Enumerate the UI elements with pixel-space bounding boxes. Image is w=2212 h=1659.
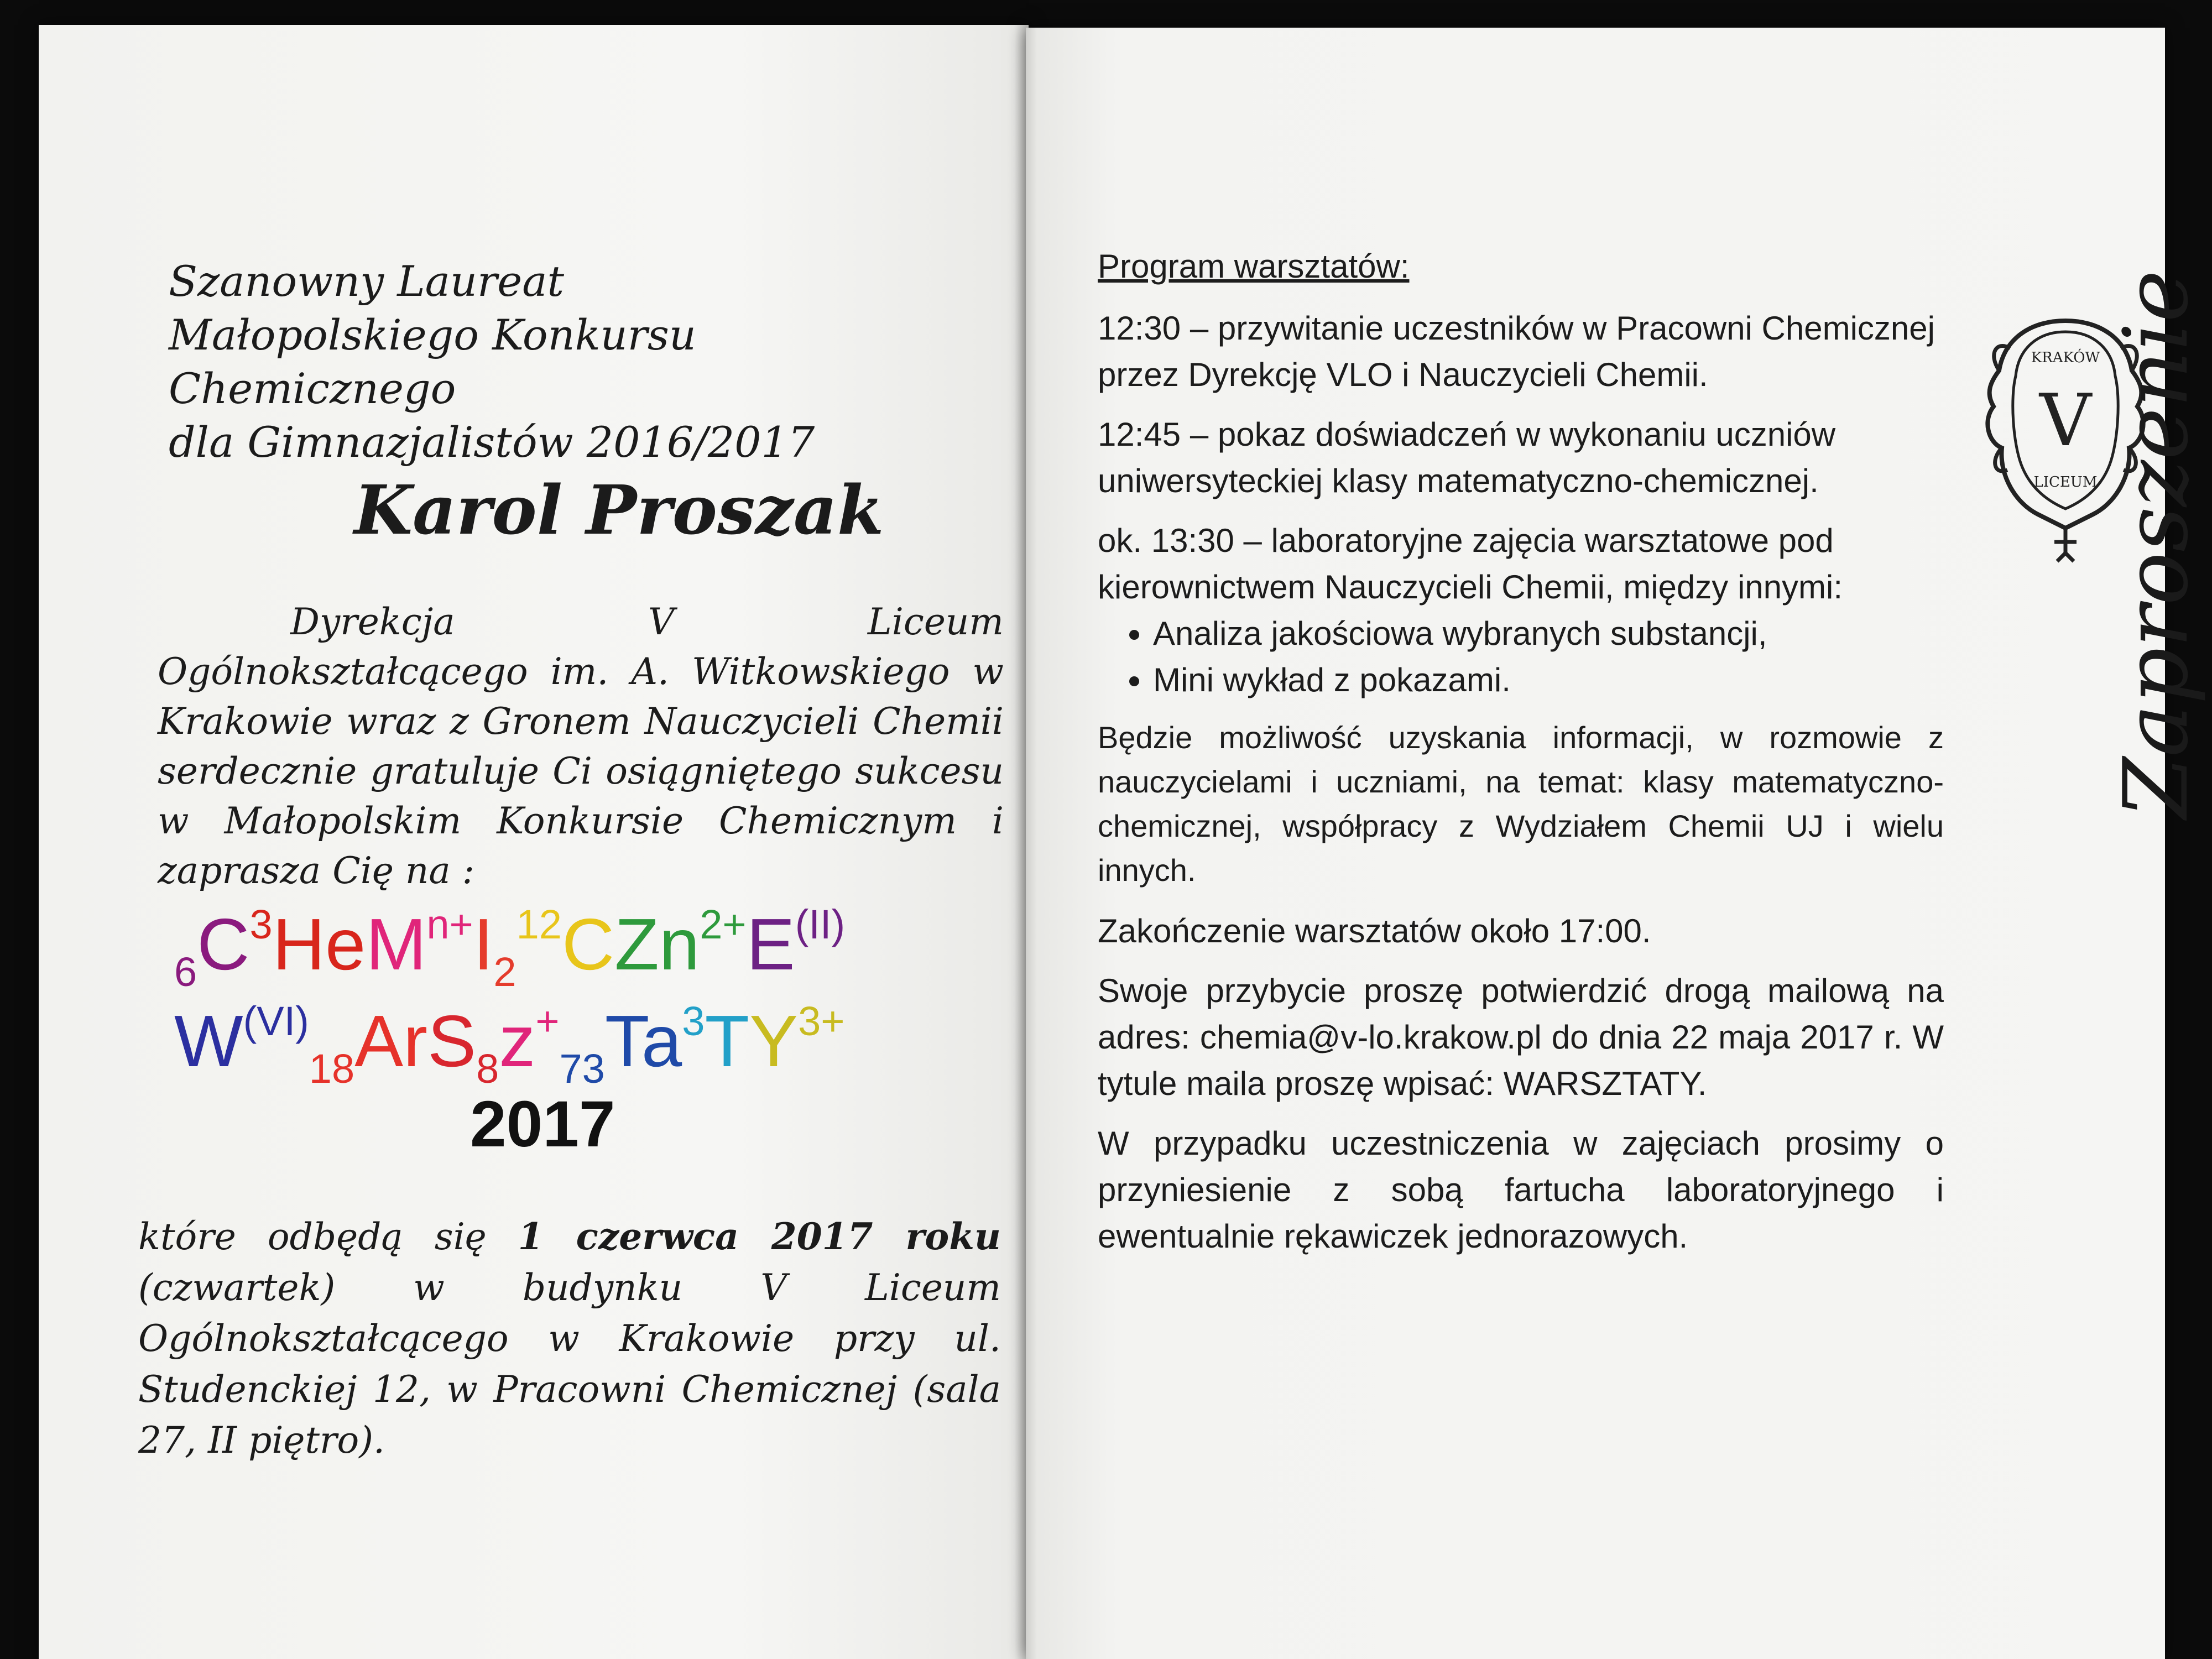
congratulation-paragraph: Dyrekcja V Liceum Ogólnokształcącego im. A. Witkowskiego w Krakowie wraz z Gronem Nauczycieli Chemii serdecznie gratuluje Ci osiągniętego sukcesu w Małopolskim Konkursie Chemicznym i zaprasza Cię na : bbox=[158, 601, 1004, 892]
crest-top-text: KRAKÓW bbox=[2031, 349, 2100, 366]
program-heading: Program warsztatów: bbox=[1098, 248, 1410, 285]
formula-superscript: (VI) bbox=[243, 998, 309, 1044]
formula-symbol: I bbox=[473, 904, 494, 985]
formula-token bbox=[473, 904, 517, 995]
event-text-before: które odbędą się bbox=[138, 1215, 518, 1258]
page-fold bbox=[1015, 25, 1037, 1659]
formula-symbol: W bbox=[174, 1000, 243, 1082]
formula-superscript: 12 bbox=[516, 901, 562, 947]
program-item: 12:45 – pokaz doświadczeń w wykonaniu uczniów uniwersyteckiej klasy matematyczno-chemicznej. bbox=[1098, 416, 1836, 499]
end-time: Zakończenie warsztatów około 17:00. bbox=[1098, 912, 1651, 950]
formula-subscript: 2 bbox=[493, 949, 517, 995]
event-details-paragraph bbox=[138, 1211, 1001, 1466]
crest-bottom-text: LICEUM bbox=[2033, 474, 2098, 491]
formula-symbol: T bbox=[705, 1000, 750, 1082]
formula-token bbox=[746, 901, 846, 985]
greeting-line: Małopolskiego Konkursu Chemicznego bbox=[169, 310, 696, 413]
formula-superscript: 3 bbox=[249, 901, 273, 947]
formula-symbol: Ar bbox=[354, 1000, 428, 1082]
formula-symbol: He bbox=[272, 904, 366, 985]
formula-symbol: M bbox=[366, 904, 427, 985]
formula-superscript: 2+ bbox=[700, 901, 747, 947]
formula-symbol: z bbox=[499, 1000, 536, 1082]
chemical-formula bbox=[174, 896, 959, 1092]
formula-subscript: 18 bbox=[309, 1046, 355, 1092]
formula-token bbox=[249, 901, 366, 985]
formula-token bbox=[614, 901, 747, 985]
formula-token bbox=[427, 1000, 499, 1092]
program-item: 12:30 – przywitanie uczestników w Pracowni Chemicznej przez Dyrekcję VLO i Nauczycieli Chemii. bbox=[1098, 310, 1936, 393]
laureate-name: Karol Proszak bbox=[354, 470, 884, 550]
formula-token bbox=[309, 1000, 428, 1092]
event-text-after: (czwartek) w budynku V Liceum Ogólnokształcącego w Krakowie przy ul. Studenckiej 12, w Pracowni Chemicznej (sala 27, II piętro). bbox=[138, 1266, 1001, 1462]
program-bullet: • Mini wykład z pokazami. bbox=[1153, 657, 1944, 703]
formula-symbol: C bbox=[561, 904, 615, 985]
formula-superscript: n+ bbox=[426, 901, 473, 947]
event-date: 1 czerwca 2017 roku bbox=[518, 1215, 1001, 1258]
formula-symbol: C bbox=[197, 904, 250, 985]
formula-superscript: + bbox=[535, 998, 560, 1044]
invitation-title: Zaproszenie bbox=[2104, 270, 2208, 818]
formula-symbol: Zn bbox=[614, 904, 700, 985]
formula-token bbox=[499, 1000, 559, 1082]
formula-token bbox=[749, 1000, 844, 1082]
formula-subscript: 8 bbox=[476, 1046, 499, 1092]
formula-superscript: (II) bbox=[795, 901, 846, 947]
confirmation-paragraph: Swoje przybycie proszę potwierdzić drogą mailową na adres: chemia@v-lo.krakow.pl do dnia 22 maja 2017 r. W tytule maila proszę wpisać: WARSZTATY. bbox=[1098, 972, 1944, 1102]
formula-line-1 bbox=[174, 896, 959, 993]
formula-subscript: 6 bbox=[174, 949, 197, 995]
program-bullet: • Analiza jakościowa wybranych substancji, bbox=[1153, 611, 1944, 657]
formula-subscript: 73 bbox=[559, 1046, 605, 1092]
formula-token bbox=[516, 901, 615, 985]
formula-token bbox=[174, 1000, 309, 1082]
info-paragraph: Będzie możliwość uzyskania informacji, w rozmowie z nauczycielami i uczniami, na temat: klasy matematyczno-chemicznej, współpracy z Wydziałem Chemii UJ i wielu innych. bbox=[1098, 720, 1944, 888]
formula-symbol: E bbox=[746, 904, 795, 985]
formula-year: 2017 bbox=[470, 1088, 615, 1161]
formula-token bbox=[559, 1000, 682, 1092]
greeting-block bbox=[169, 254, 943, 469]
formula-symbol: Y bbox=[749, 1000, 799, 1082]
formula-superscript: 3 bbox=[682, 998, 705, 1044]
greeting-line: dla Gimnazjalistów 2016/2017 bbox=[169, 418, 815, 467]
formula-token bbox=[366, 901, 473, 985]
greeting-line: Szanowny Laureat bbox=[169, 257, 565, 306]
apron-paragraph: W przypadku uczestniczenia w zajęciach prosimy o przyniesienie z sobą fartucha laboratoryjnego i ewentualnie rękawiczek jednorazowych. bbox=[1098, 1125, 1944, 1255]
crest-letter: V bbox=[2039, 378, 2091, 462]
program-bullet-list bbox=[1098, 611, 1944, 703]
formula-superscript: 3+ bbox=[798, 998, 845, 1044]
formula-symbol: S bbox=[427, 1000, 477, 1082]
formula-token bbox=[682, 1000, 749, 1082]
program-item: ok. 13:30 – laboratoryjne zajęcia warsztatowe pod kierownictwem Nauczycieli Chemii, między innymi: bbox=[1098, 522, 1843, 606]
program-section bbox=[1098, 243, 1944, 1273]
formula-symbol: Ta bbox=[604, 1000, 682, 1082]
formula-token bbox=[174, 904, 250, 995]
formula-line-2 bbox=[174, 993, 959, 1092]
